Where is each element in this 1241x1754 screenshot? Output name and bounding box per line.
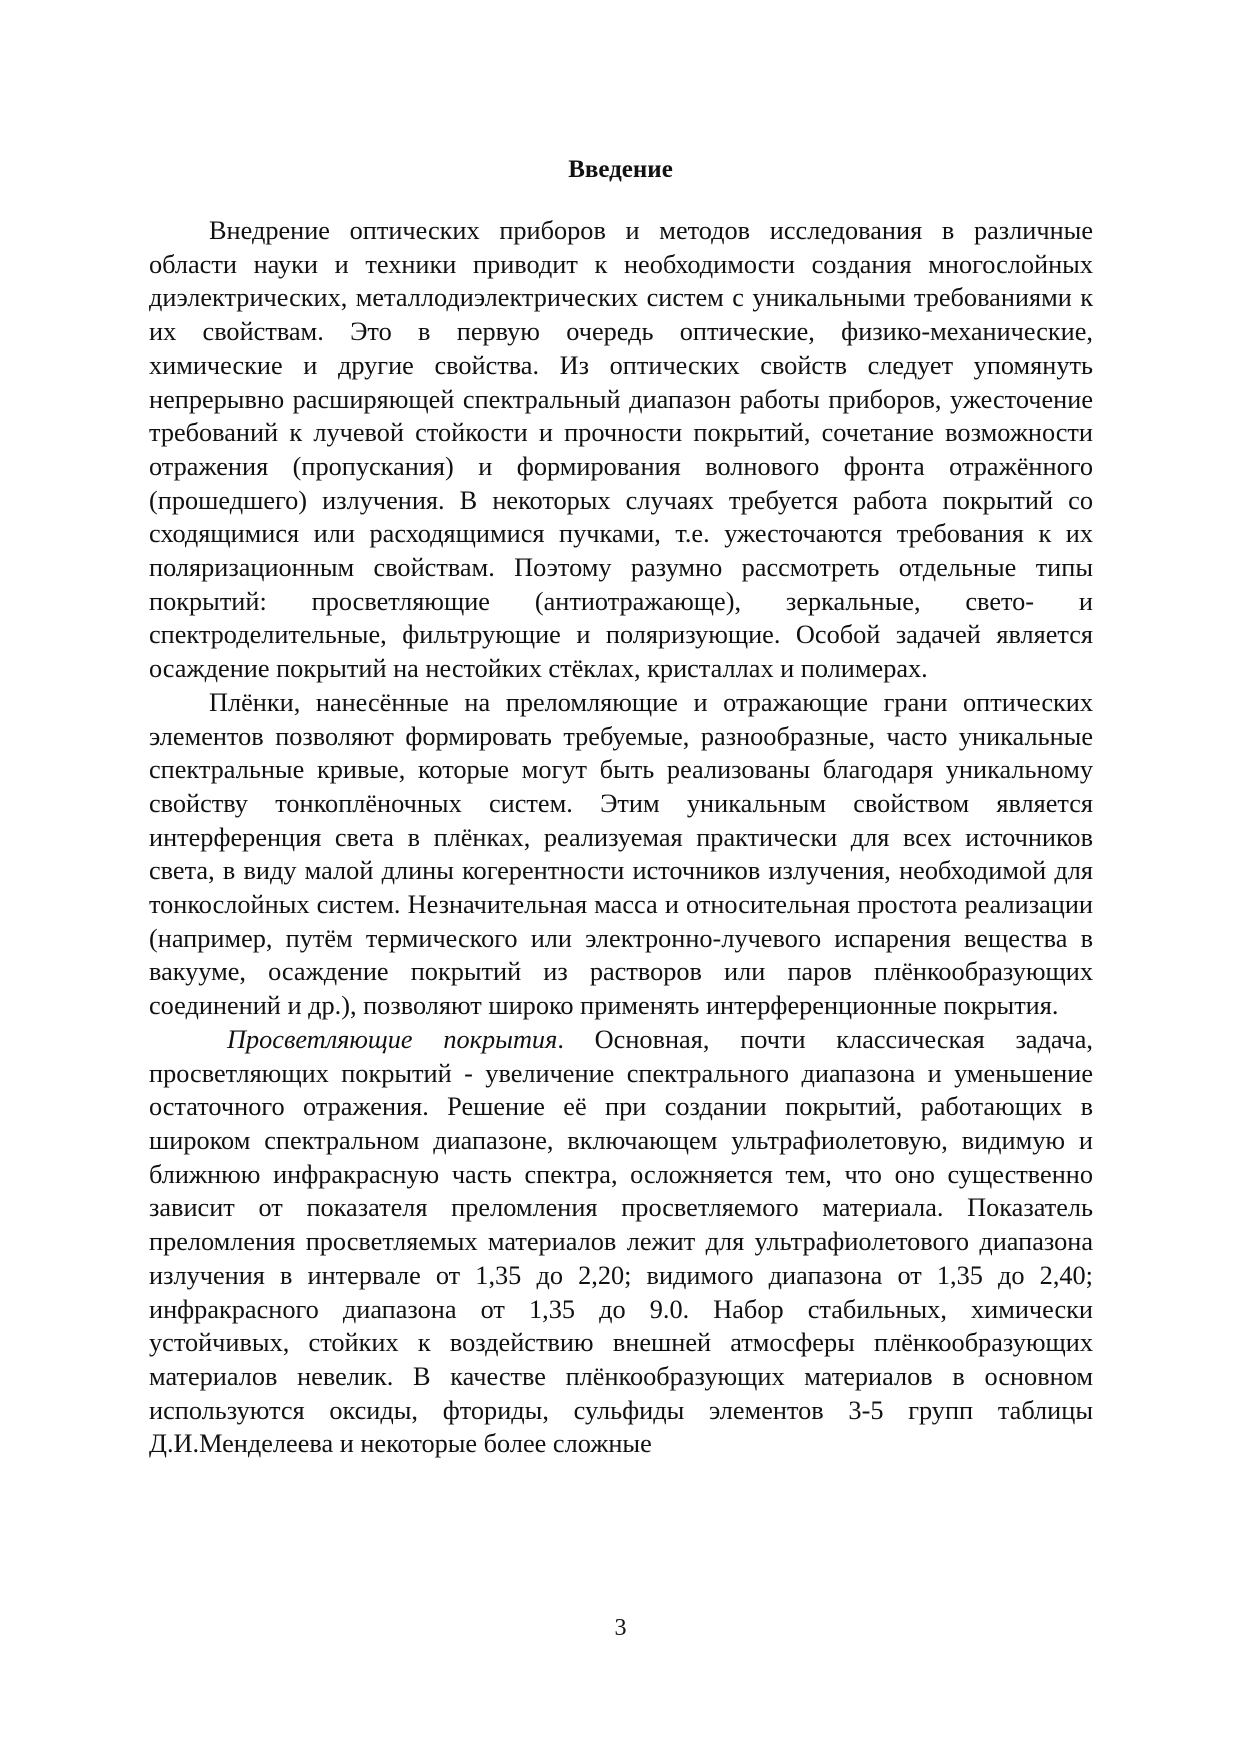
page-number: 3: [614, 1615, 627, 1641]
page-title: Введение: [568, 156, 673, 183]
paragraph-films: Плёнки, нанесённые на преломляющие и отражающие грани оптических элементов позволяют формировать требуемые, разнообразные, часто уникальные спектральные кривые, которые могут быть реализованы благодаря уникальному свойству тонкоплёночных систем. Этим уникальным свойством является интерференция света в плёнках, реализуемая практически для всех источников света, в виду малой длины когерентности источников излучения, необходимой для тонкослойных систем. Незначительная масса и относительная простота реализации (например, путём термического или электронно-лучевого испарения вещества в вакууме, осаждение покрытий из растворов или паров плёнкообразующих соединений и др.), позволяют широко применять интерференционные покрытия.: [149, 687, 1093, 1021]
paragraph-intro: Внедрение оптических приборов и методов исследования в различные области науки и техники приводит к необходимости создания многослойных диэлектрических, металлодиэлектрических систем с уникальными требованиями к их свойствам. Это в первую очередь оптические, физико-механические, химические и другие свойства. Из оптических свойств следует упомянуть непрерывно расширяющей спектральный диапазон работы приборов, ужесточение требований к лучевой стойкости и прочности покрытий, сочетание возможности отражения (пропускания) и формирования волнового фронта отражённого (прошедшего) излучения. В некоторых случаях требуется работа покрытий со сходящимися или расходящимися пучками, т.е. ужесточаются требования к их поляризационным свойствам. Поэтому разумно рассмотреть отдельные типы покрытий: просветляющие (антиотражающе), зеркальные, свето- и спектроделительные, фильтрующие и поляризующие. Особой задачей является осаждение покрытий на нестойких стёклах, кристаллах и полимерах.: [149, 216, 1093, 684]
body-text: [149, 214, 1093, 1461]
paragraph-antireflection-text: . Основная, почти классическая задача, просветляющих покрытий - увеличение спектрального диапазона и уменьшение остаточного отражения. Решение её при создании покрытий, работающих в широком спектральном диапазоне, включающем ультрафиолетовую, видимую и ближнюю инфракрасную часть спектра, осложняется тем, что оно существенно зависит от показателя преломления просветляемого материала. Показатель преломления просветляемых материалов лежит для ультрафиолетового диапазона излучения в интервале от 1,35 до 2,20; видимого диапазона от 1,35 до 2,40; инфракрасного диапазона от 1,35 до 9.0. Набор стабильных, химически устойчивых, стойких к воздействию внешней атмосферы плёнкообразующих материалов невелик. В качестве плёнкообразующих материалов в основном используются оксиды, фториды, сульфиды элементов 3-5 групп таблицы Д.И.Менделеева и некоторые более сложные: [149, 1024, 1093, 1459]
paragraph-antireflection: [149, 1023, 1093, 1461]
section-lead-term: Просветляющие покрытия: [227, 1024, 558, 1054]
